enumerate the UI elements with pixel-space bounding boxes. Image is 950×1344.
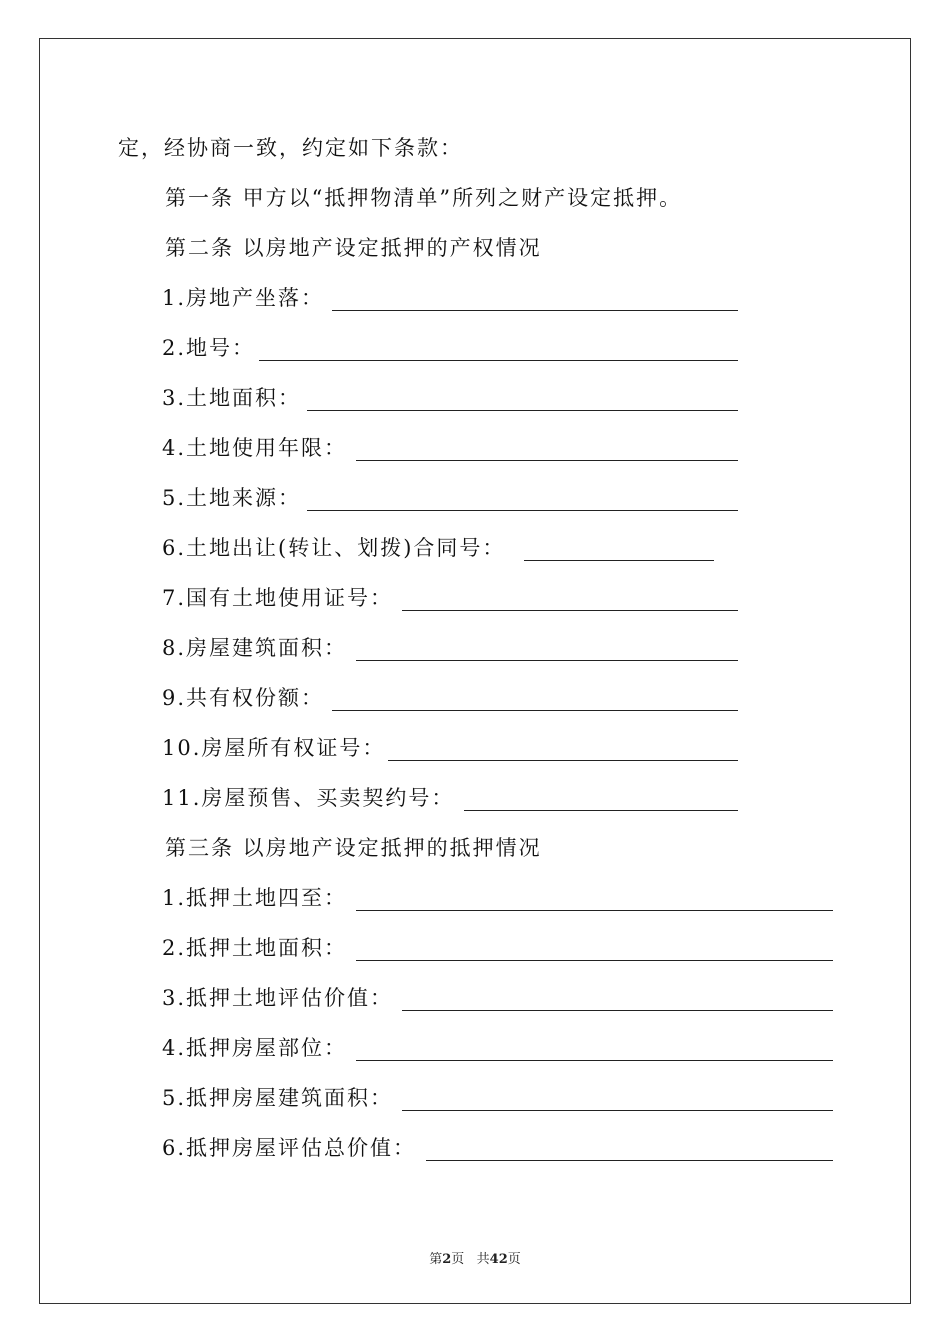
field-label: 3.土地面积： <box>162 386 302 410</box>
blank-line[interactable] <box>402 1110 833 1111</box>
blank-line[interactable] <box>388 760 738 761</box>
field-house-ownership-certificate <box>162 734 738 762</box>
footer-page-number: 2 <box>442 1252 452 1267</box>
blank-line[interactable] <box>356 1060 833 1061</box>
blank-line[interactable] <box>307 410 738 411</box>
field-mortgage-land-area <box>162 934 833 962</box>
blank-line[interactable] <box>426 1160 833 1161</box>
field-mortgage-house-area <box>162 1084 833 1112</box>
blank-line[interactable] <box>259 360 738 361</box>
blank-line[interactable] <box>332 710 738 711</box>
field-transfer-contract-number <box>162 534 714 562</box>
field-land-source <box>162 484 738 512</box>
field-label: 11.房屋预售、买卖契约号： <box>162 786 455 810</box>
field-label: 4.土地使用年限： <box>162 436 348 460</box>
blank-line[interactable] <box>356 960 833 961</box>
field-lot-number <box>162 334 738 362</box>
blank-line[interactable] <box>356 910 833 911</box>
field-mortgage-land-boundaries <box>162 884 833 912</box>
page-border <box>39 38 911 1304</box>
field-mortgage-house-location <box>162 1034 833 1062</box>
footer-prefix: 第 <box>429 1252 443 1267</box>
field-label: 2.地号： <box>162 336 256 360</box>
field-label: 8.房屋建筑面积： <box>162 636 348 660</box>
blank-line[interactable] <box>307 510 738 511</box>
footer-suffix: 页 <box>507 1252 521 1267</box>
field-label: 4.抵押房屋部位： <box>162 1036 348 1060</box>
page-footer <box>0 1248 950 1267</box>
field-label: 5.土地来源： <box>162 486 302 510</box>
article-1: 第一条 甲方以“抵押物清单”所列之财产设定抵押。 <box>165 186 683 210</box>
blank-line[interactable] <box>332 310 738 311</box>
blank-line[interactable] <box>524 560 714 561</box>
article-2-heading: 第二条 以房地产设定抵押的产权情况 <box>165 236 542 260</box>
field-label: 9.共有权份额： <box>162 686 325 710</box>
field-building-area <box>162 634 738 662</box>
field-land-area <box>162 384 738 412</box>
blank-line[interactable] <box>402 610 738 611</box>
footer-total-pages: 42 <box>489 1252 508 1267</box>
field-land-certificate-number <box>162 584 738 612</box>
field-label: 2.抵押土地面积： <box>162 936 348 960</box>
blank-line[interactable] <box>464 810 738 811</box>
intro-line: 定，经协商一致，约定如下条款： <box>118 136 463 160</box>
field-label: 5.抵押房屋建筑面积： <box>162 1086 394 1110</box>
field-label: 10.房屋所有权证号： <box>162 736 386 760</box>
field-label: 1.抵押土地四至： <box>162 886 348 910</box>
field-label: 7.国有土地使用证号： <box>162 586 394 610</box>
field-land-use-term <box>162 434 738 462</box>
blank-line[interactable] <box>356 460 738 461</box>
field-label: 6.土地出让(转让、划拨)合同号： <box>162 536 506 560</box>
blank-line[interactable] <box>356 660 738 661</box>
field-label: 6.抵押房屋评估总价值： <box>162 1136 417 1160</box>
field-mortgage-house-value <box>162 1134 833 1162</box>
blank-line[interactable] <box>402 1010 833 1011</box>
footer-mid: 页 共 <box>451 1252 490 1267</box>
field-label: 1.房地产坐落： <box>162 286 325 310</box>
field-co-ownership-share <box>162 684 738 712</box>
article-3-heading: 第三条 以房地产设定抵押的抵押情况 <box>165 836 542 860</box>
field-label: 3.抵押土地评估价值： <box>162 986 394 1010</box>
field-property-location <box>162 284 738 312</box>
field-presale-contract-number <box>162 784 738 812</box>
field-mortgage-land-value <box>162 984 833 1012</box>
